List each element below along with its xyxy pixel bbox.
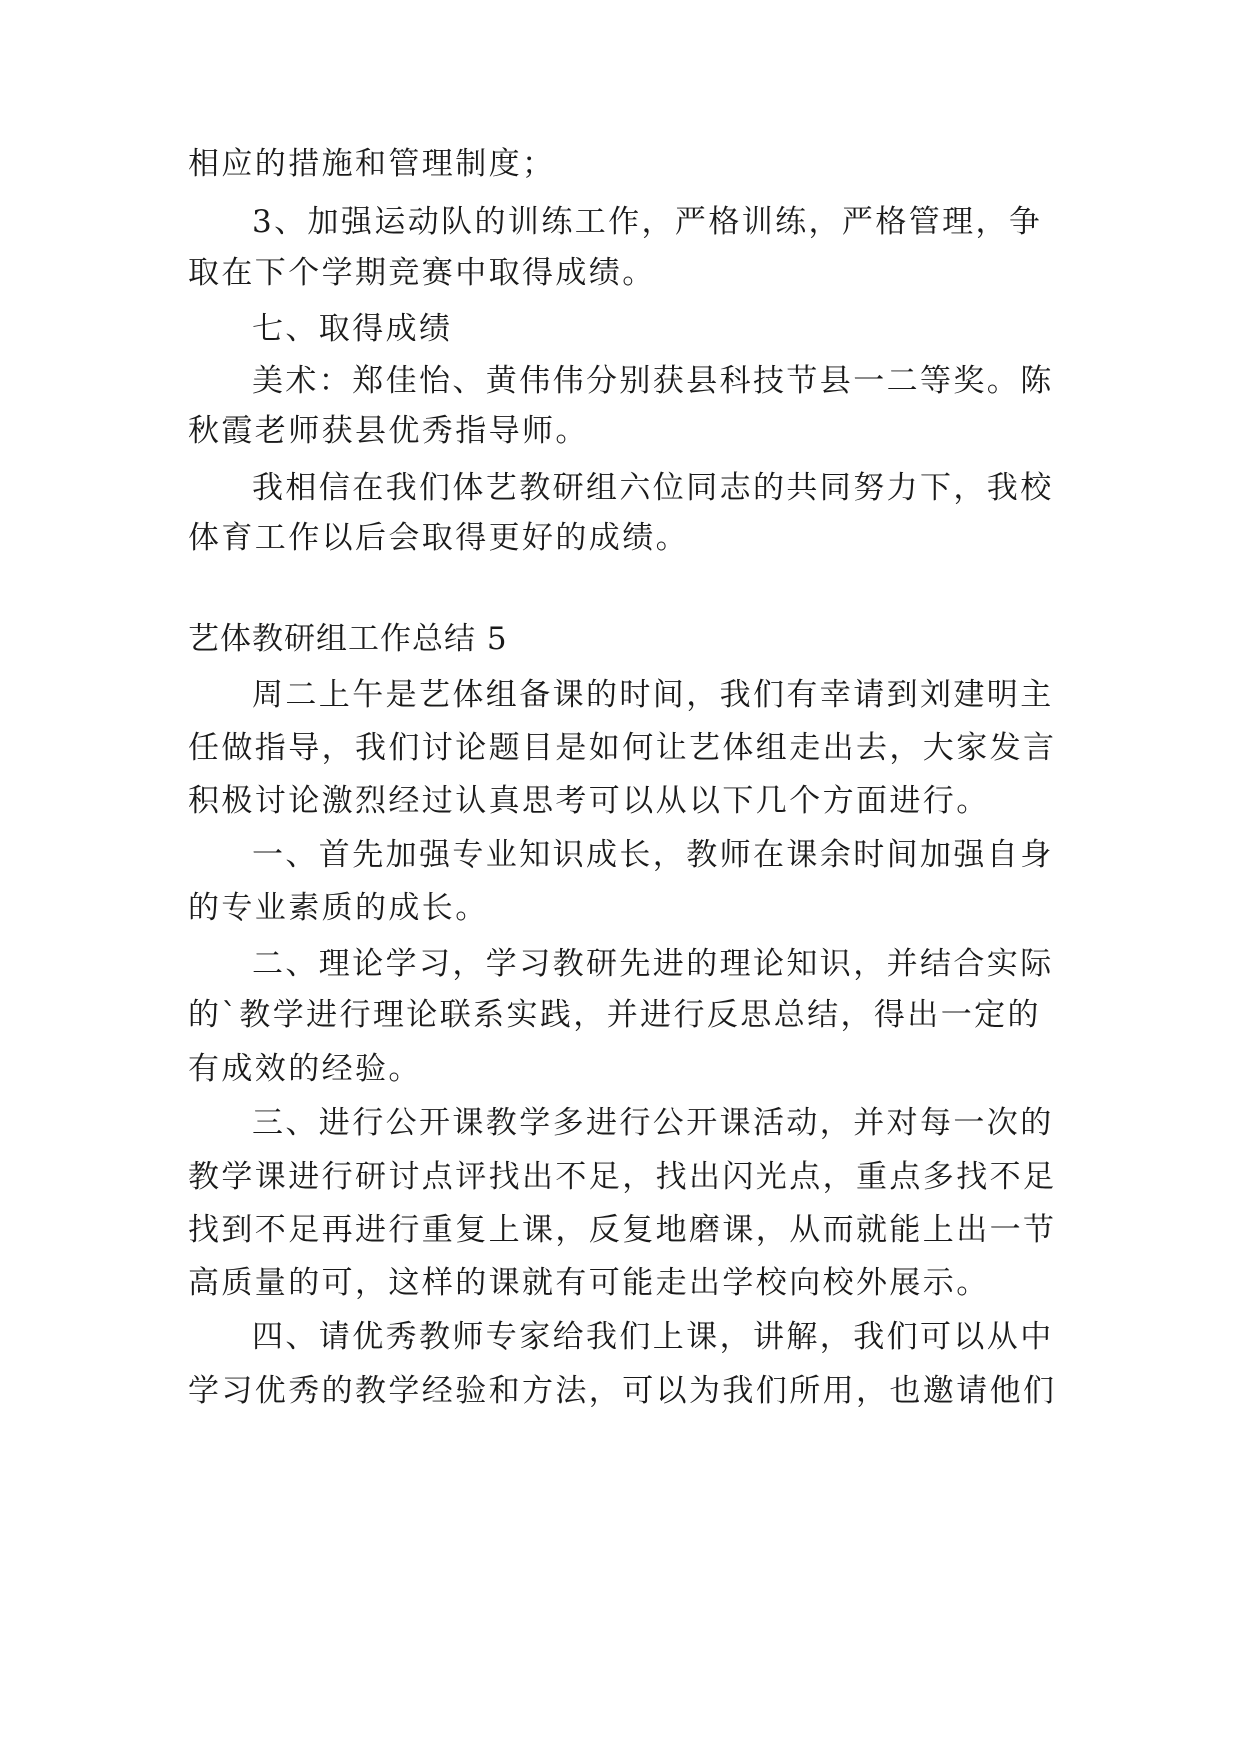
paragraph-line: 一、首先加强专业知识成长，教师在课余时间加强自身 [252, 837, 1054, 873]
paragraph-line: 找到不足再进行重复上课，反复地磨课，从而就能上出一节 [188, 1212, 1057, 1248]
paragraph-line: 美术：郑佳怡、黄伟伟分别获县科技节县一二等奖。陈 [252, 363, 1054, 399]
paragraph-line: 学习优秀的教学经验和方法，可以为我们所用，也邀请他们 [188, 1373, 1057, 1409]
paragraph-line: 的`教学进行理论联系实践，并进行反思总结，得出一定的 [188, 997, 1041, 1033]
paragraph-line: 四、请优秀教师专家给我们上课，讲解，我们可以从中 [252, 1319, 1054, 1355]
paragraph-line: 积极讨论激烈经过认真思考可以从以下几个方面进行。 [188, 783, 990, 819]
paragraph-line: 的专业素质的成长。 [188, 890, 489, 926]
paragraph-line: 任做指导，我们讨论题目是如何让艺体组走出去，大家发言 [188, 730, 1057, 766]
paragraph-line: 体育工作以后会取得更好的成绩。 [188, 520, 689, 556]
paragraph-line: 高质量的可，这样的课就有可能走出学校向校外展示。 [188, 1265, 990, 1301]
document-title: 艺体教研组工作总结 5 [188, 621, 508, 657]
paragraph-line: 三、进行公开课教学多进行公开课活动，并对每一次的 [252, 1105, 1054, 1141]
paragraph-line: 3、加强运动队的训练工作，严格训练，严格管理，争 [252, 204, 1043, 240]
paragraph-line: 有成效的经验。 [188, 1051, 422, 1087]
paragraph-line: 相应的措施和管理制度； [188, 146, 556, 182]
paragraph-line: 秋霞老师获县优秀指导师。 [188, 413, 589, 449]
paragraph-line: 教学课进行研讨点评找出不足，找出闪光点，重点多找不足 [188, 1159, 1057, 1195]
paragraph-line: 我相信在我们体艺教研组六位同志的共同努力下，我校 [252, 470, 1054, 506]
paragraph-line: 周二上午是艺体组备课的时间，我们有幸请到刘建明主 [252, 677, 1054, 713]
section-heading: 七、取得成绩 [252, 311, 453, 347]
paragraph-line: 二、理论学习，学习教研先进的理论知识，并结合实际 [252, 946, 1054, 982]
paragraph-line: 取在下个学期竞赛中取得成绩。 [188, 255, 656, 291]
